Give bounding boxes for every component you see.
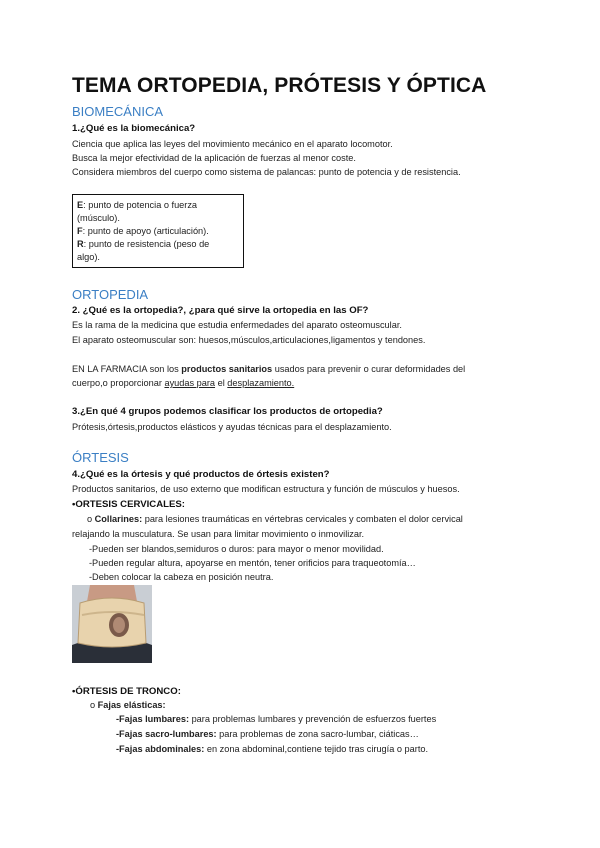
box-line-e: E: punto de potencia o fuerza (77, 200, 198, 210)
section-heading-ortesis: ÓRTESIS (72, 450, 129, 465)
question-1: 1.¿Qué es la biomecánica? (72, 123, 196, 134)
paragraph-line: Es la rama de la medicina que estudia enfermedades del aparato osteomuscular. (72, 320, 402, 330)
box-line-e2: (músculo). (77, 213, 120, 223)
fajas-item: -Fajas sacro-lumbares: para problemas de zona sacro-lumbar, ciáticas… (116, 729, 419, 739)
farmacia-line-1: EN LA FARMACIA son los productos sanitarios usados para prevenir o curar deformidades del (72, 364, 466, 374)
box-line-f: F: punto de apoyo (articulación). (77, 226, 209, 236)
collarines-sub: -Pueden ser blandos,semiduros o duros: para mayor o menor movilidad. (89, 544, 384, 554)
question-3: 3.¿En qué 4 grupos podemos clasificar los productos de ortopedia? (72, 406, 383, 417)
paragraph-line: Busca la mejor efectividad de la aplicación de fuerzas al menor coste. (72, 153, 356, 163)
collarines-line: o Collarines: para lesiones traumáticas en vértebras cervicales y combaten el dolor cervical (87, 514, 463, 524)
paragraph-line: El aparato osteomuscular son: huesos,músculos,articulaciones,ligamentos y tendones. (72, 335, 426, 345)
document-title: TEMA ORTOPEDIA, PRÓTESIS Y ÓPTICA (72, 74, 487, 97)
collarines-sub: -Pueden regular altura, apoyarse en mentón, tener orificios para traqueotomía… (89, 558, 416, 568)
section-heading-biomecanica: BIOMECÁNICA (72, 104, 164, 119)
box-line-r: R: punto de resistencia (peso de (77, 239, 210, 249)
box-line-r2: algo). (77, 252, 100, 262)
farmacia-line-2: cuerpo,o proporcionar ayudas para el desplazamiento. (72, 378, 295, 388)
subheading-cervicales: •ORTESIS CERVICALES: (72, 499, 185, 510)
fajas-line: o Fajas elásticas: (90, 700, 166, 710)
question-2: 2. ¿Qué es la ortopedia?, ¿para qué sirve la ortopedia en las OF? (72, 305, 369, 316)
fajas-item: -Fajas abdominales: en zona abdominal,contiene tejido tras cirugía o parto. (116, 744, 429, 754)
section-heading-ortopedia: ORTOPEDIA (72, 287, 149, 302)
fajas-item: -Fajas lumbares: para problemas lumbares y prevención de esfuerzos fuertes (116, 714, 437, 724)
question-4: 4.¿Qué es la órtesis y qué productos de órtesis existen? (72, 469, 330, 480)
collarines-sub: -Deben colocar la cabeza en posición neutra. (89, 572, 274, 582)
paragraph-line: Considera miembros del cuerpo como sistema de palancas: punto de potencia y de resistencia. (72, 167, 461, 177)
cervical-collar-photo (72, 585, 152, 663)
collarines-line-2: relajando la musculatura. Se usan para limitar movimiento o inmovilizar. (72, 529, 365, 539)
paragraph-line: Productos sanitarios, de uso externo que modifican estructura y función de músculos y huesos. (72, 484, 460, 494)
paragraph-line: Ciencia que aplica las leyes del movimiento mecánico en el aparato locomotor. (72, 139, 393, 149)
subheading-tronco: •ÓRTESIS DE TRONCO: (72, 686, 181, 697)
paragraph-line: Prótesis,órtesis,productos elásticos y ayudas técnicas para el desplazamiento. (72, 422, 392, 432)
